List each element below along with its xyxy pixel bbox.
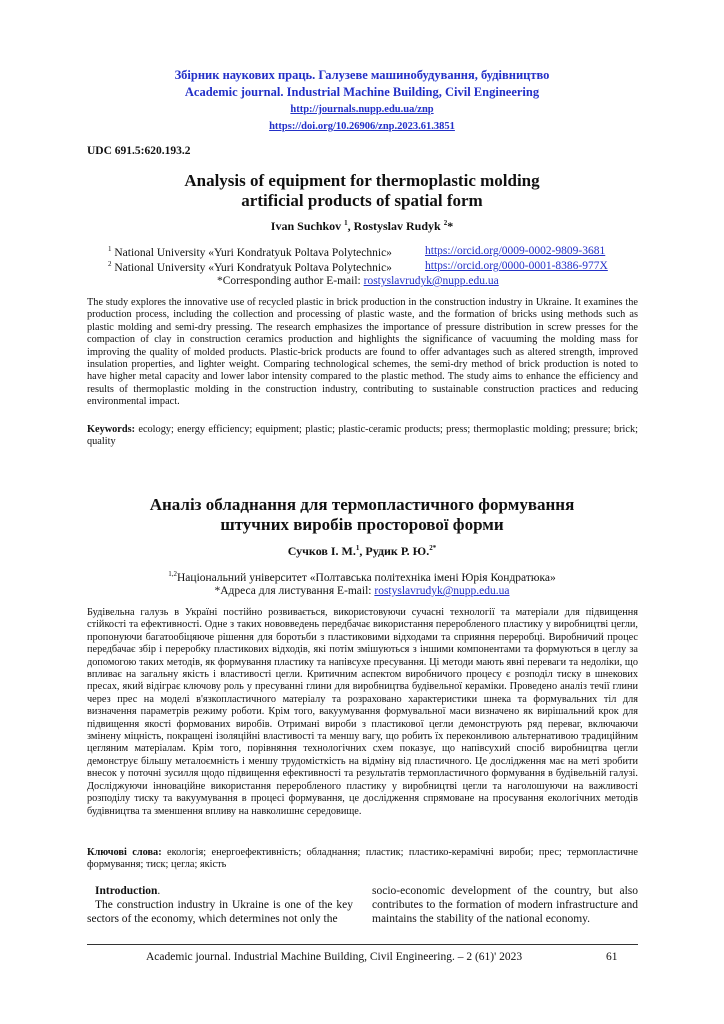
journal-url-link[interactable]: http://journals.nupp.edu.ua/znp: [290, 104, 434, 115]
journal-title-ua: Збірник наукових праць. Галузеве машинобудування, будівництво: [174, 68, 550, 82]
author-1: Ivan Suchkov: [270, 219, 342, 233]
email-ua-link[interactable]: rostyslavrudyk@nupp.edu.ua: [374, 585, 510, 597]
affiliation-ua-sup: 1,2: [168, 570, 177, 578]
author-ua-2-sup: 2*: [429, 544, 437, 552]
affiliation-2-text: National University «Yuri Kondratyuk Poltava Polytechnic»: [114, 261, 392, 274]
authors-en: [0, 219, 724, 234]
author-2: , Rostyslav Rudyk: [347, 219, 441, 233]
corresponding-en-label: *Corresponding author E-mail:: [217, 275, 361, 287]
title-ua-line2: штучних виробів просторової форми: [220, 515, 504, 534]
body-column-right: [372, 884, 638, 926]
keywords-en: [87, 424, 638, 449]
journal-title-en: Academic journal. Industrial Machine Building, Civil Engineering: [184, 85, 540, 99]
intro-heading: Introduction: [95, 885, 158, 897]
affiliation-ua: [0, 570, 724, 584]
keywords-en-label: Keywords:: [87, 424, 136, 435]
author-ua-1-sup: 1: [355, 544, 360, 552]
orcid-2-link[interactable]: https://orcid.org/0000-0001-8386-977X: [425, 260, 608, 272]
corresponding-ua-label: *Адреса для листування E-mail:: [214, 585, 372, 597]
orcid-2-link-wrap: [425, 260, 608, 272]
abstract-en: The study explores the innovative use of recycled plastic in brick production in the construction industry in Ukraine. It examines the production process, including the collection and processing of plastic waste, and the formation of bricks using methods such as plastic molding and semi-dry pressing. The research emphasizes the importance of pressure distribution in screw presses for the compaction of clay in construction ceramics production and highlights the significance of vacuuming the molding mass for improving the quality of molded products. Plastic-brick products are found to offer advantages such as altered strength, improved insulation properties, and lighter weight. Comparing technological schemes, the semi-dry method of brick production is noted to have higher metal capacity and lower labor intensity compared to the plastic method. The study aims to enhance the efficiency and results of thermoplastic molding in the construction industry, contributing to sustainable construction practices and reducing environmental impact.: [87, 297, 638, 408]
keywords-en-text: ecology; energy efficiency; equipment; plastic; plastic-ceramic products; press; thermoplastic molding; pressure; brick; quality: [87, 424, 638, 448]
author-ua-1: Сучков І. М.: [287, 544, 356, 558]
orcid-1-link-wrap: [425, 245, 605, 257]
keywords-ua: [87, 847, 638, 872]
author-ua-2: , Рудик Р. Ю.: [359, 544, 430, 558]
title-ua-line1: Аналіз обладнання для термопластичного формування: [149, 495, 575, 514]
intro-period: .: [157, 885, 161, 897]
author-2-sup: 2: [443, 219, 448, 227]
body-column-left: [87, 884, 353, 926]
author-2-mark: *: [447, 219, 454, 233]
page-number: 61: [606, 951, 618, 963]
keywords-ua-text: екологія; енергоефективність; обладнання; пластик; пластико-керамічні вироби; прес; термопластичне формування; тиск; цегла; якість: [87, 847, 638, 871]
affiliation-2-sup: 2: [108, 260, 112, 268]
corresponding-ua: [0, 585, 724, 597]
abstract-ua: Будівельна галузь в Україні постійно розвивається, використовуючи сучасні технології та матеріали для підвищення стійкості та ефективності. Одне з таких нововведень передбачає використання переробленого пластику у виробництві цегли, пропонуючи багатообіцяюче рішення для боротьби з пластиковими відходами та сприяння переробці. Виробничий процес передбачає збір і переробку пластикових відходів, які потім змішуються з іншими компонентами та формуються в цеглу за допомогою таких методів, як формування пластику та напівсухе пресування. Ці методи мають явні переваги та недоліки, що впливає на загальну якість і властивості цегли. Критичним аспектом виробничого процесу є розподіл тиску в шнекових пресах, який відіграє ключову роль у пресуванні глини для виробництва будівельної кераміки. Проведено аналіз течії глини через прес на моделі в'язкопластичного матеріалу та розраховано характеристики шнека та формувальних тіл для визначення параметрів режиму роботи. Крім того, вакуумування формувальної маси визначено як вирішальний крок для підвищення якості формованих виробів. Отримані вироби з пластикової цегли демонструють ряд переваг, включаючи змінену міцність, покращені ізоляційні властивості та меншу вагу, що робить їх переконливою альтернативою традиційним цегляним матеріалам. Крім того, порівняння технологічних схем показує, що напівсухий спосіб виробництва цегли демонструє більшу металоємність і меншу трудомісткість на відміну від пластичного. Це дослідження має на меті зробити внесок у поточні зусилля щодо підвищення ефективності та результатів термопластичного формування в будівельній галузі. Досліджуючи інноваційне використання переробленого пластику у виробництві цегли та наголошуючи на важливості розподілу тиску та вакуумування в процесі формування, це дослідження спрямоване на просування екологічних методів будівництва та зменшення впливу на навколишнє середовище.: [87, 607, 638, 817]
affiliation-1-sup: 1: [108, 245, 112, 253]
title-en-line2: artificial products of spatial form: [241, 191, 483, 210]
orcid-1-link[interactable]: https://orcid.org/0009-0002-9809-3681: [425, 245, 606, 257]
affiliation-1: [108, 245, 392, 259]
doi-link[interactable]: https://doi.org/10.26906/znp.2023.61.3851: [269, 121, 455, 132]
affiliation-1-text: National University «Yuri Kondratyuk Poltava Polytechnic»: [114, 246, 392, 259]
affiliation-2: [108, 260, 392, 274]
title-en-line1: Analysis of equipment for thermoplastic molding: [184, 171, 540, 190]
footer-citation: Academic journal. Industrial Machine Building, Civil Engineering. – 2 (61)' 2023: [146, 951, 523, 963]
keywords-ua-label: Ключові слова:: [87, 847, 162, 858]
affiliation-ua-text: Національний університет «Полтавська політехніка імені Юрія Кондратюка»: [177, 571, 556, 584]
author-1-sup: 1: [344, 219, 348, 227]
udc-code: UDC 691.5:620.193.2: [87, 145, 191, 157]
footer-divider: [87, 944, 638, 945]
corresponding-en: [217, 275, 499, 287]
email-en-link[interactable]: rostyslavrudyk@nupp.edu.ua: [363, 275, 499, 287]
intro-paragraph-left: The construction industry in Ukraine is one of the key sectors of the economy, which determines not only the: [87, 899, 353, 925]
intro-paragraph-right: socio-economic development of the country, but also contributes to the formation of modern infrastructure and maintains the stability of the national economy.: [372, 885, 638, 925]
authors-ua: [0, 544, 724, 559]
